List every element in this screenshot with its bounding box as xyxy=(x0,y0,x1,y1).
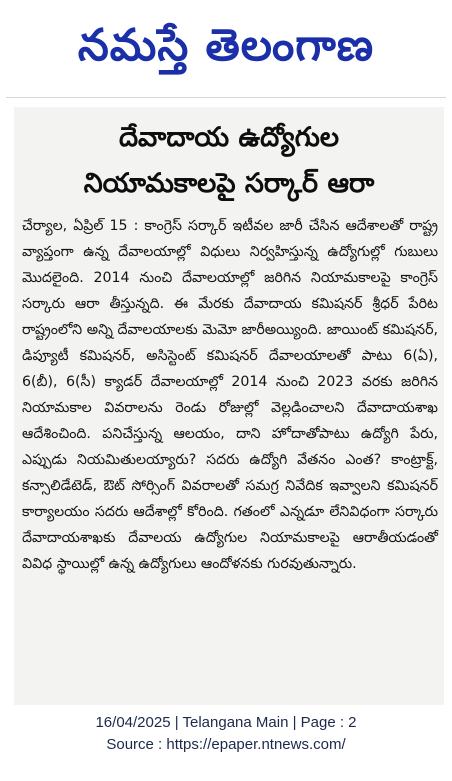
footer-date-edition: 16/04/2025 | Telangana Main | Page : 2 xyxy=(95,714,357,731)
article-headline xyxy=(14,107,444,207)
epaper-clipping xyxy=(6,5,446,705)
headline-line-2: నియామకాలపై సర్కార్ ఆరా xyxy=(83,168,375,199)
article-clip xyxy=(14,107,444,705)
footer-source-link[interactable]: Source : https://epaper.ntnews.com/ xyxy=(106,736,346,753)
page-footer xyxy=(0,712,452,756)
newspaper-masthead: నమస్తే తెలంగాణ xyxy=(6,5,446,98)
headline-line-1: దేవాదాయ ఉద్యోగుల xyxy=(118,122,340,153)
article-body-text: చేర్యాల, ఏప్రిల్ 15 : కాంగ్రెస్ సర్కార్ ఇటీవల జారీ చేసిన ఆదేశాలతో రాష్ట్ర వ్యాప్తంగా ఉన్న దేవాలయాల్లో విధులు నిర్వహిస్తున్న ఉద్యోగుల్లో గుబులు మొదలైంది. 2014 నుంచి దేవాలయాల్లో జరిగిన నియామకాలపై కాంగ్రెస్ సర్కారు ఆరా తీస్తున్నది. ఈ మేరకు దేవాదాయ కమిషనర్ శ్రీధర్ పేరిట రాష్ట్రంలోని అన్ని దేవాలయాలకు మెమో జారీఅయ్యింది. జాయింట్ కమిషనర్, డిప్యూటీ కమిషనర్, అసిస్టెంట్ కమిషనర్ దేవాలయాలతో పాటు 6(ఏ), 6(బీ), 6(సీ) క్యాడర్ దేవాలయాల్లో 2014 నుంచి 2023 వరకు జరిగిన నియామకాల వివరాలను రెండు రోజుల్లో వెల్లడించాలని దేవాదాయశాఖ ఆదేశించింది. పనిచేస్తున్న ఆలయం, దాని హోదాతోపాటు ఉద్యోగి పేరు, ఎప్పుడు నియమితులయ్యారు? సదరు ఉద్యోగి వేతనం ఎంత? కాంట్రాక్ట్, కన్సాలిడేటెడ్, ఔట్ సోర్సింగ్ వివరాలతో సమగ్ర నివేదిక ఇవ్వాలని కమిషనర్ కార్యాలయం సదరు ఆదేశాల్లో కోరింది. గతంలో ఎన్నడూ లేనివిధంగా సర్కారు దేవాదాయశాఖకు దేవాలయ ఉద్యోగుల నియామకాలపై ఆరాతీయడంతో వివిధ స్థాయిల్లో ఉన్న ఉద్యోగులు ఆందోళనకు గురవుతున్నారు. xyxy=(22,218,438,572)
article-body xyxy=(14,207,444,577)
